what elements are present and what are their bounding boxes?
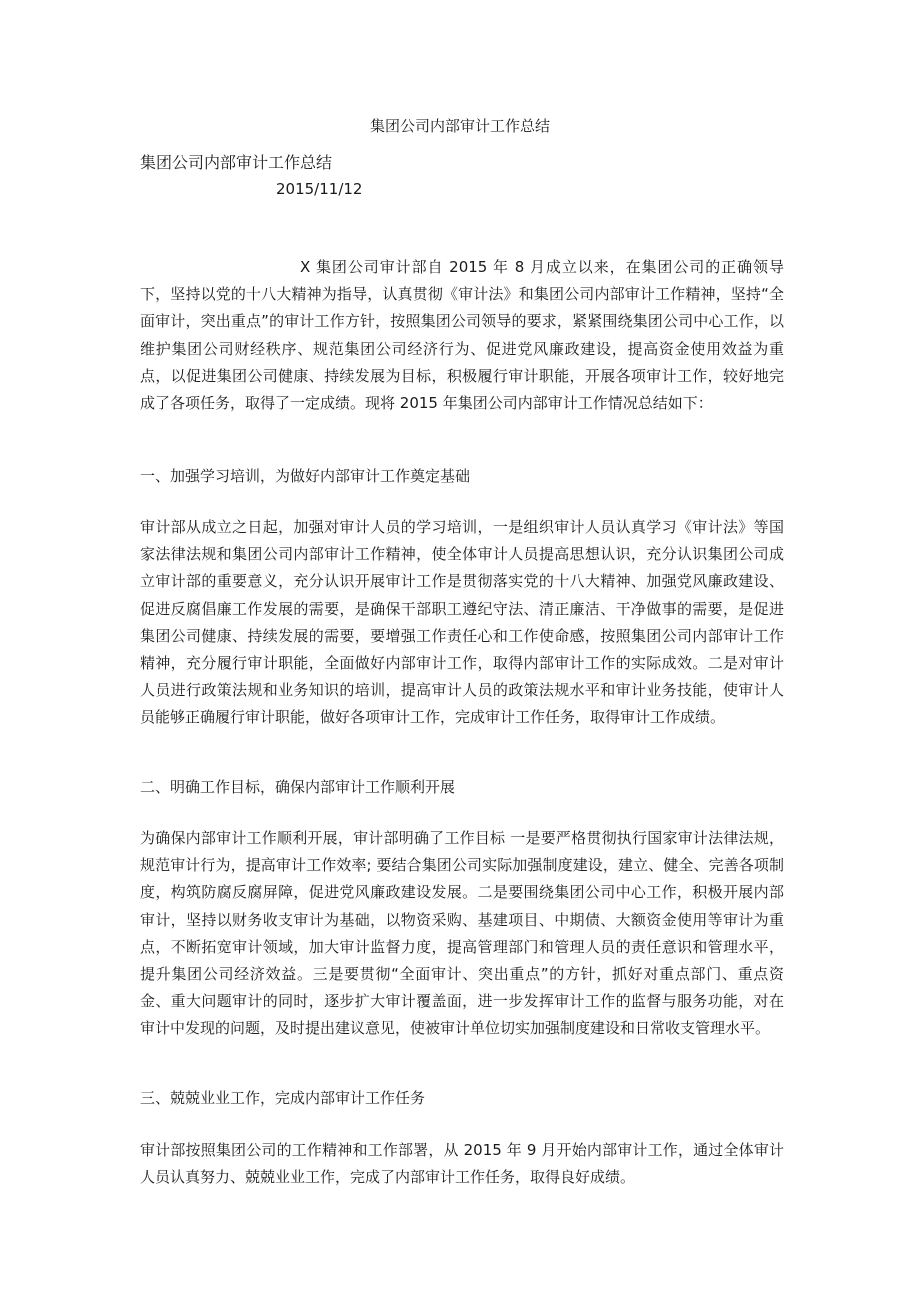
document-title: 集团公司内部审计工作总结 — [369, 117, 550, 135]
section-2-body: 为确保内部审计工作顺利开展，审计部明确了工作目标 一是要严格贯彻执行国家审计法律法规，规范审计行为，提高审计工作效率; 要结合集团公司实际加强制度建设，建立、健全、完善各项制度，构筑防腐反腐屏障，促进党风廉政建设发展。二是要围绕集团公司中心工作，积极开展内部审计，坚持以财务收支审计为基础，以物资采购、基建项目、中期债、大额资金使用等审计为重点，不断拓宽审计领域，加大审计监督力度，提高管理部门和管理人员的责任意识和管理水平，提升集团公司经济效益。三是要贯彻“全面审计、突出重点”的方针，抓好对重点部门、重点资金、重大问题审计的同时，逐步扩大审计覆盖面，进一步发挥审计工作的监督与服务功能，对在审计中发现的问题，及时提出建议意见，使被审计单位切实加强制度建设和日常收支管理水平。 — [140, 829, 784, 1038]
section-1-body: 审计部从成立之日起，加强对审计人员的学习培训，一是组织审计人员认真学习《审计法》等国家法律法规和集团公司内部审计工作精神，使全体审计人员提高思想认识，充分认识集团公司成立审计部的重要意义，充分认识开展审计工作是贯彻落实党的十八大精神、加强党风廉政建设、促进反腐倡廉工作发展的需要，是确保干部职工遵纪守法、清正廉洁、干净做事的需要，是促进集团公司健康、持续发展的需要，要增强工作责任心和工作使命感，按照集团公司内部审计工作精神，充分履行审计职能，全面做好内部审计工作，取得内部审计工作的实际成效。二是对审计人员进行政策法规和业务知识的培训，提高审计人员的政策法规水平和审计业务技能，使审计人员能够正确履行审计职能，做好各项审计工作，完成审计工作任务，取得审计工作成绩。 — [140, 518, 784, 727]
section-1-heading: 一、加强学习培训，为做好内部审计工作奠定基础 — [140, 467, 471, 485]
intro-paragraph: X 集团公司审计部自 2015 年 8 月成立以来，在集团公司的正确领导下，坚持以党的十八大精神为指导，认真贯彻《审计法》和集团公司内部审计工作精神，坚持“全面审计，突出重点”的审计工作方针，按照集团公司领导的要求，紧紧围绕集团公司中心工作，以维护集团公司财经秩序、规范集团公司经济行为、促进党风廉政建设，提高资金使用效益为重点，以促进集团公司健康、持续发展为目标，积极履行审计职能，开展各项审计工作，较好地完成了各项任务，取得了一定成绩。现将 2015 年集团公司内部审计工作情况总结如下： — [140, 258, 784, 413]
document-subtitle: 集团公司内部审计工作总结 — [140, 153, 333, 172]
document-date: 2015/11/12 — [276, 180, 363, 198]
section-2-heading: 二、明确工作目标，确保内部审计工作顺利开展 — [140, 778, 456, 796]
section-3-heading: 三、兢兢业业工作，完成内部审计工作任务 — [140, 1089, 426, 1107]
section-3-body: 审计部按照集团公司的工作精神和工作部署，从 2015 年 9 月开始内部审计工作，通过全体审计人员认真努力、兢兢业业工作，完成了内部审计工作任务，取得良好成绩。 — [140, 1141, 784, 1187]
